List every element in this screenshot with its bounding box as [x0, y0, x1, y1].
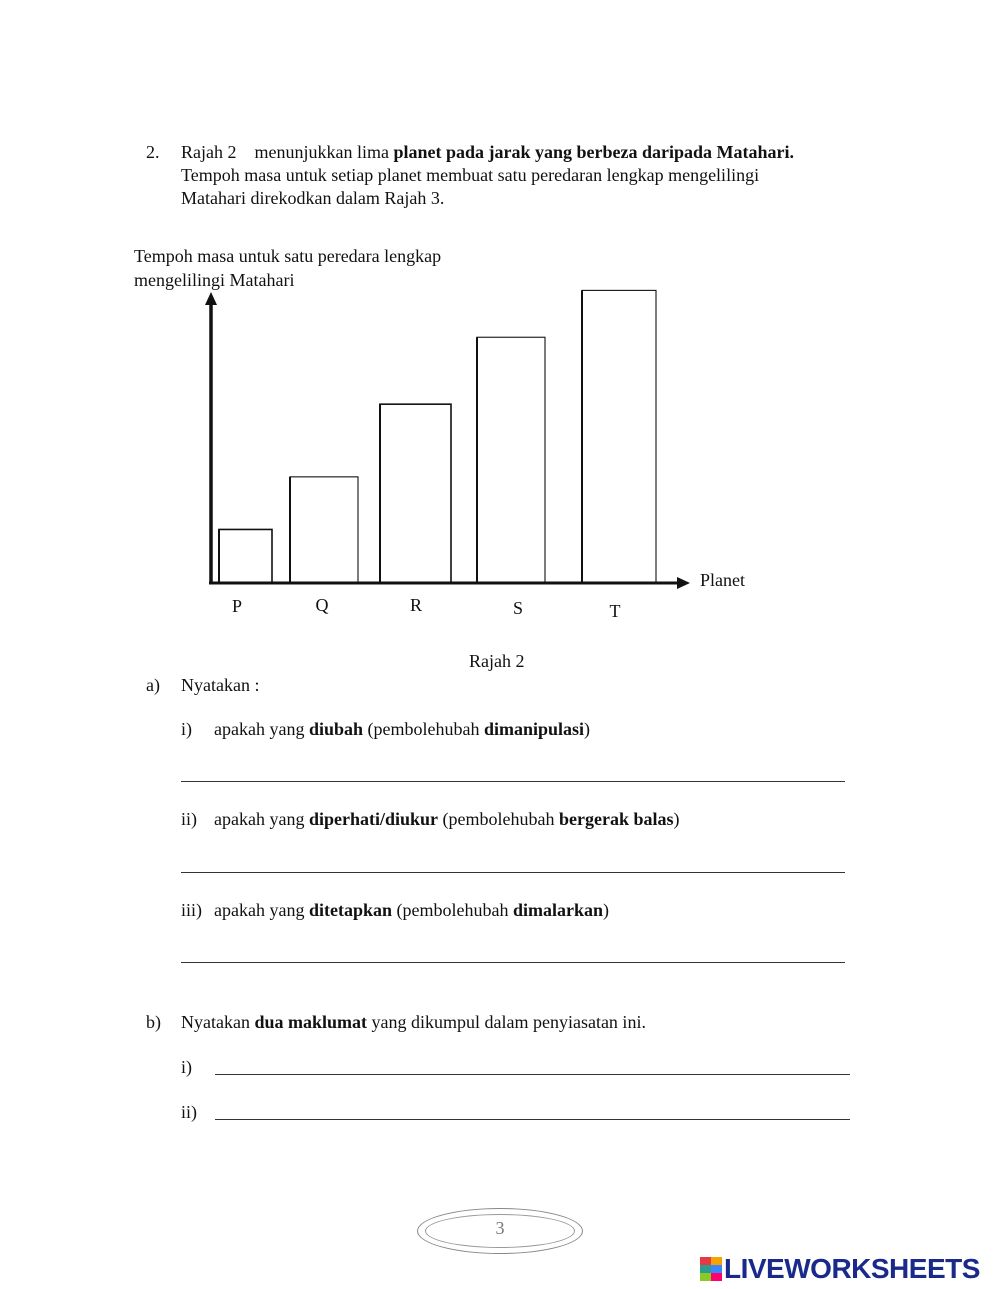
part-a-label: a)	[146, 675, 160, 695]
part-a-item-2-text: apakah yang diperhati/diukur (pembolehubah bergerak balas)	[214, 809, 680, 829]
part-a-item-2-number: ii)	[181, 809, 197, 829]
answer-line-b-ii[interactable]	[215, 1119, 850, 1120]
y-axis-arrow-icon	[205, 292, 217, 305]
figure-caption: Rajah 2	[469, 651, 525, 671]
brand-name: LIVEWORKSHEETS	[724, 1253, 980, 1284]
part-a-item-3-text: apakah yang ditetapkan (pembolehubah dimalarkan)	[214, 900, 609, 920]
intro-figure-ref: Rajah 2	[181, 142, 237, 162]
chart-xlabel: Planet	[700, 570, 745, 590]
intro-bold-text: planet pada jarak yang berbeza daripada Matahari.	[393, 142, 795, 162]
x-tick-label-T: T	[609, 601, 621, 621]
logo-square	[700, 1273, 711, 1281]
part-a-heading: Nyatakan :	[181, 675, 260, 695]
answer-line-a-i[interactable]	[181, 781, 845, 782]
bar-S	[477, 337, 545, 583]
part-b-text: Nyatakan dua maklumat yang dikumpul dalam penyiasatan ini.	[181, 1012, 646, 1032]
part-b-label: b)	[146, 1012, 161, 1032]
x-tick-label-P: P	[231, 596, 243, 616]
x-axis-arrow-icon	[677, 577, 690, 589]
answer-line-a-iii[interactable]	[181, 962, 845, 963]
chart-ylabel-line-1: Tempoh masa untuk satu peredara lengkap	[134, 246, 442, 266]
x-tick-label-Q: Q	[315, 595, 329, 615]
logo-square	[700, 1257, 711, 1265]
chart-ylabel-line-2: mengelilingi Matahari	[134, 270, 295, 290]
liveworksheets-logo	[700, 1254, 980, 1284]
part-a-item-1-number: i)	[181, 719, 192, 739]
logo-square	[711, 1273, 722, 1281]
bar-Q	[290, 477, 358, 583]
logo-square	[700, 1265, 711, 1273]
answer-line-a-ii[interactable]	[181, 872, 845, 873]
part-b-item-2-number: ii)	[181, 1102, 197, 1122]
part-a-item-1-text: apakah yang diubah (pembolehubah dimanipulasi)	[214, 719, 591, 739]
page-number: 3	[495, 1218, 505, 1238]
logo-icon	[700, 1257, 722, 1281]
x-tick-label-S: S	[512, 598, 524, 618]
bar-P	[219, 529, 272, 583]
logo-square	[711, 1257, 722, 1265]
question-intro	[181, 142, 794, 163]
x-tick-label-R: R	[409, 595, 423, 615]
question-line-3: Matahari direkodkan dalam Rajah 3.	[181, 188, 445, 208]
bar-R	[380, 404, 451, 583]
intro-text: menunjukkan lima	[254, 142, 389, 162]
bar-T	[582, 290, 656, 583]
part-b-item-1-number: i)	[181, 1057, 192, 1077]
answer-line-b-i[interactable]	[215, 1074, 850, 1075]
logo-square	[711, 1265, 722, 1273]
question-line-2: Tempoh masa untuk setiap planet membuat satu peredaran lengkap mengelilingi	[181, 165, 760, 185]
question-number: 2.	[146, 142, 160, 162]
part-a-item-3-number: iii)	[181, 900, 202, 920]
